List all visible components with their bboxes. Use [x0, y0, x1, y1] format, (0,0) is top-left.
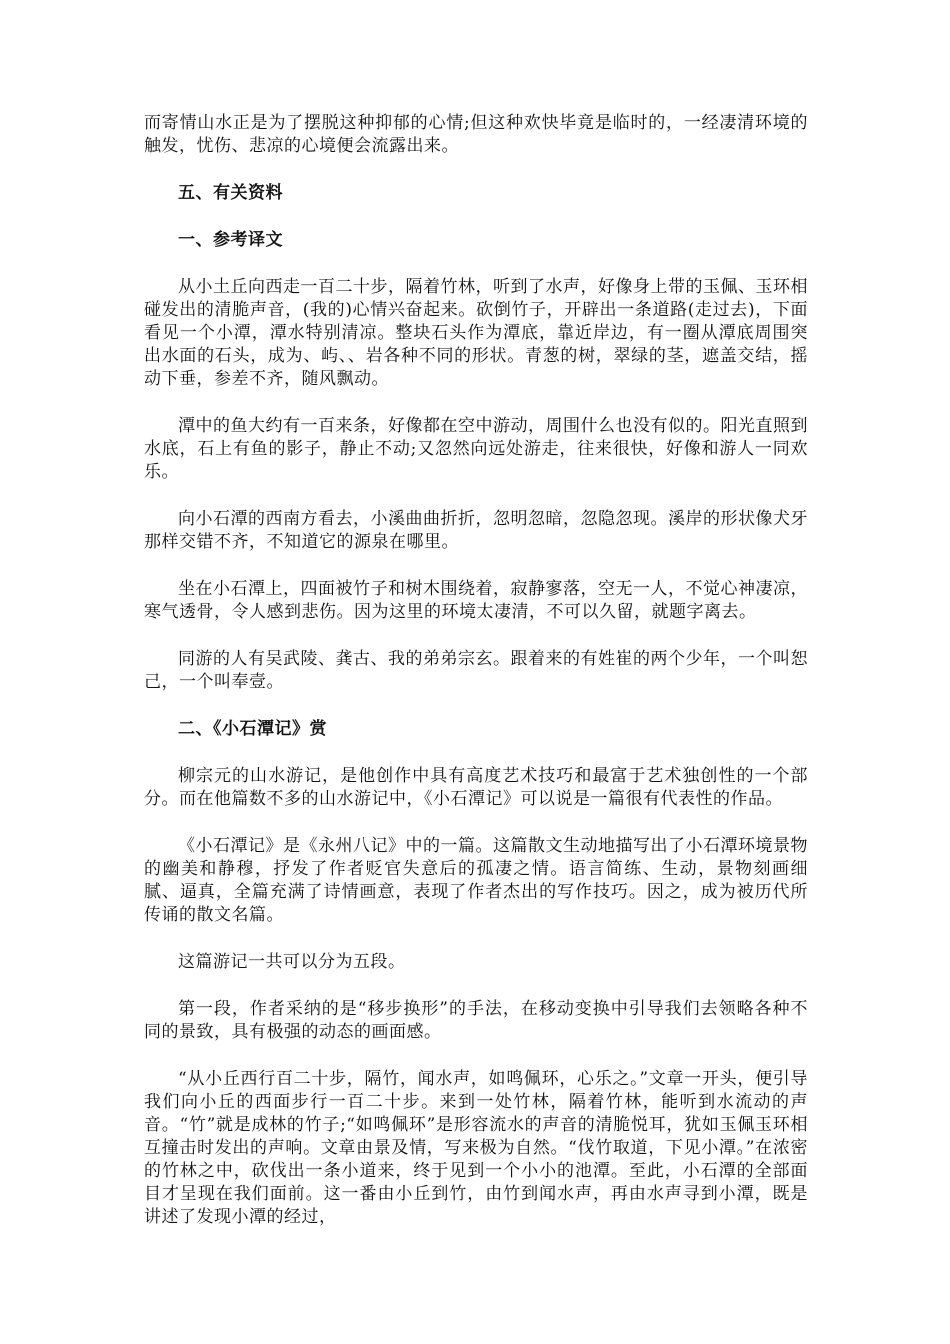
paragraph-appreciation-3: 这篇游记一共可以分为五段。 [178, 952, 406, 972]
subsection-heading-translation: 一、参考译文 [178, 230, 283, 250]
paragraph-translation-5: 同游的人有吴武陵、龚古、我的弟弟宗玄。跟着来的有姓崔的两个少年，一个叫恕己，一个叫奉壹。 [144, 649, 808, 692]
paragraph-translation-1: 从小土丘向西走一百二十步，隔着竹林，听到了水声，好像身上带的玉佩、玉环相碰发出的清脆声音，(我的)心情兴奋起来。砍倒竹子，开辟出一条道路(走过去)，下面看见一个小潭，潭水特别清凉。整块石头作为潭底，靠近岸边，有一圈从潭底周围突出水面的石头，成为、屿、、岩各种不同的形状。青葱的树，翠绿的茎，遮盖交结，摇动下垂，参差不齐，随风飘动。 [144, 277, 808, 389]
paragraph-translation-4: 坐在小石潭上，四面被竹子和树木围绕着，寂静寥落，空无一人，不觉心神凄凉，寒气透骨，令人感到悲伤。因为这里的环境太凄清，不可以久留，就题字离去。 [144, 579, 808, 622]
paragraph-appreciation-5: “从小丘西行百二十步，隔竹，闻水声，如鸣佩环，心乐之。”文章一开头，便引导我们向小丘的西面步行一百二十步。来到一处竹林，隔着竹林，能听到水流动的声音。“竹”就是成林的竹子;“如鸣佩环”是形容流水的声音的清脆悦耳，犹如玉佩玉环相互撞击时发出的声响。文章由景及情，写来极为自然。“伐竹取道，下见小潭。”在浓密的竹林之中，砍伐出一条小道来，终于见到一个小小的池潭。至此，小石潭的全部面目才呈现在我们面前。这一番由小丘到竹，由竹到闻水声，再由水声寻到小潭，既是讲述了发现小潭的经过， [144, 1069, 808, 1227]
paragraph-appreciation-1: 柳宗元的山水游记，是他创作中具有高度艺术技巧和最富于艺术独创性的一个部分。而在他篇数不多的山水游记中，《小石潭记》可以说是一篇很有代表性的作品。 [144, 766, 808, 809]
section-heading-related-materials: 五、有关资料 [178, 183, 283, 203]
subsection-heading-appreciation: 二、《小石潭记》赏 [178, 719, 327, 739]
paragraph-translation-2: 潭中的鱼大约有一百来条，好像都在空中游动，周围什么也没有似的。阳光直照到水底，石上有鱼的影子，静止不动;又忽然向远处游走，往来很快，好像和游人一同欢乐。 [144, 416, 808, 482]
document-page [144, 112, 808, 1253]
paragraph-translation-3: 向小石潭的西南方看去，小溪曲曲折折，忽明忽暗，忽隐忽现。溪岸的形状像犬牙那样交错不齐，不知道它的源泉在哪里。 [144, 509, 808, 552]
paragraph-intro: 而寄情山水正是为了摆脱这种抑郁的心情;但这种欢快毕竟是临时的，一经凄清环境的触发，忧伤、悲凉的心境便会流露出来。 [144, 113, 808, 156]
paragraph-appreciation-2: 《小石潭记》是《永州八记》中的一篇。这篇散文生动地描写出了小石潭环境景物的幽美和静穆，抒发了作者贬官失意后的孤凄之情。语言简练、生动，景物刻画细腻、逼真，全篇充满了诗情画意，表现了作者杰出的写作技巧。因之，成为被历代所传诵的散文名篇。 [144, 836, 808, 925]
paragraph-appreciation-4: 第一段，作者采纳的是“移步换形”的手法，在移动变换中引导我们去领略各种不同的景致，具有极强的动态的画面感。 [144, 999, 808, 1042]
